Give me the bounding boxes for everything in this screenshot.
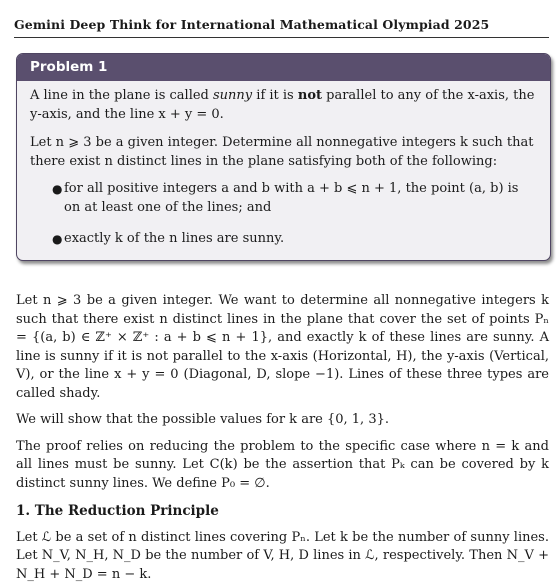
problem-statement xyxy=(17,81,550,249)
definition-text-c: parallel to any of the x-axis, the y-axis, and the line x + y = 0. xyxy=(30,88,534,122)
solution-paragraph: We will show that the possible values for k are {0, 1, 3}. xyxy=(16,411,549,430)
problem-question: Let n ⩾ 3 be a given integer. Determine all nonnegative integers k such that there exist n distinct lines in the plane satisfying both of the following: xyxy=(30,134,538,171)
solution-paragraph: Let n ⩾ 3 be a given integer. We want to determine all nonnegative integers k such that there exist n distinct lines in the plane that cover the set of points Pₙ = {(a, b) ∈ ℤ⁺ × ℤ⁺ : a + b ⩽ n + 1}, and exactly k of these lines are sunny. A line is sunny if it is not parallel to the x-axis (Horizontal, H), the y-axis (Vertical, V), or the line x + y = 0 (Diagonal, D, slope −1). Lines of these three types are called shady. xyxy=(16,292,549,403)
condition-list xyxy=(30,180,538,249)
header-rule xyxy=(14,37,549,38)
problem-title: Problem 1 xyxy=(17,54,550,81)
condition-item xyxy=(30,230,538,249)
definition-term-sunny: sunny xyxy=(213,88,252,103)
solution-paragraph: Let ℒ be a set of n distinct lines covering Pₙ. Let k be the number of sunny lines. Let N_V, N_H, N_D be the number of V, H, D lines in ℒ, respectively. Then N_V + N_H + N_D = n − k. xyxy=(16,529,549,584)
running-title: Gemini Deep Think for International Mathematical Olympiad 2025 xyxy=(14,17,489,32)
solution-paragraph: The proof relies on reducing the problem to the specific case where n = k and all lines must be sunny. Let C(k) be the assertion that Pₖ can be covered by k distinct sunny lines. We define P₀ = ∅. xyxy=(16,438,549,494)
definition-text-a: A line in the plane is called xyxy=(30,88,213,103)
definition-emphasis-not: not xyxy=(298,88,322,103)
problem-box xyxy=(16,53,551,261)
condition-text: exactly k of the n lines are sunny. xyxy=(64,231,284,246)
definition-text-b: if it is xyxy=(252,88,298,103)
bullet-icon: ● xyxy=(52,230,62,249)
bullet-icon: ● xyxy=(52,180,62,199)
condition-item xyxy=(30,180,538,217)
condition-text: for all positive integers a and b with a + b ⩽ n + 1, the point (a, b) is on at least one of the lines; and xyxy=(64,181,518,215)
problem-definition xyxy=(30,87,538,124)
solution-body xyxy=(16,292,549,584)
section-heading: 1. The Reduction Principle xyxy=(16,502,549,521)
